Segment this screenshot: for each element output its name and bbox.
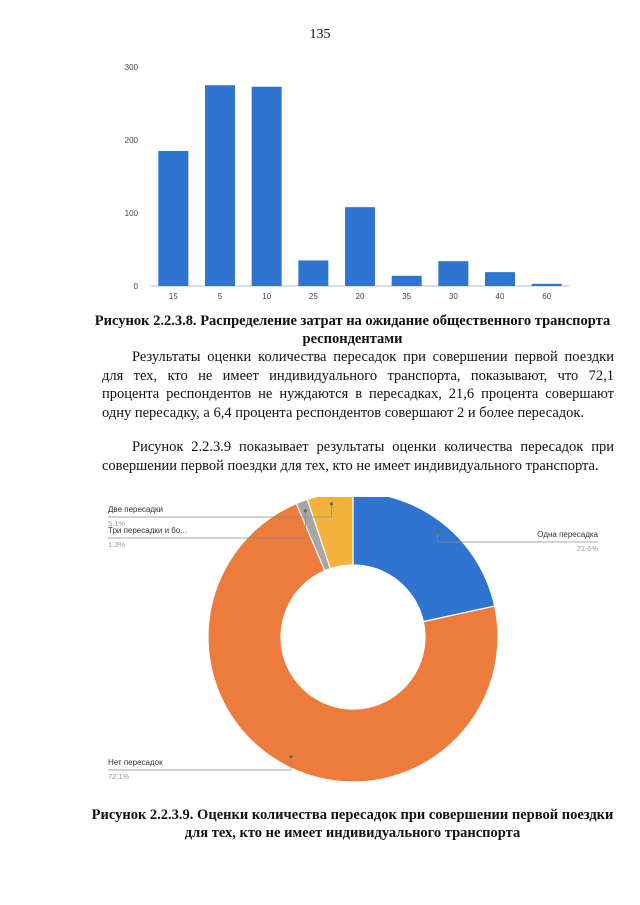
bar <box>438 261 468 286</box>
bar <box>298 260 328 286</box>
paragraph-text: Результаты оценки количества пересадок при совершении первой поездки для тех, кто не имеет индивидуального транспорта, показывают, что 72,1 процента респондентов не нуждаются в пересадках, 21,6 процента совершают одну пересадку, а 6,4 процента респондентов совершают 2 и более пересадок. <box>102 349 614 421</box>
paragraph-text: Рисунок 2.2.3.9 показывает результаты оценки количества пересадок при совершении первой поездки для тех, кто не имеет индивидуального транспорта. <box>102 439 614 474</box>
y-tick-label: 200 <box>124 136 138 145</box>
x-tick-label: 20 <box>355 292 365 301</box>
x-tick-label: 15 <box>168 292 178 301</box>
y-tick-label: 300 <box>124 63 138 72</box>
bar <box>485 272 515 286</box>
body-paragraph-2 <box>102 438 614 475</box>
figure-caption-2-2-3-8: Рисунок 2.2.3.8. Распределение затрат на ожидание общественного транспорта респондентами <box>94 313 611 347</box>
x-tick-label: 40 <box>495 292 505 301</box>
bar <box>345 207 375 286</box>
bar <box>158 151 188 286</box>
page-number: 135 <box>309 27 331 42</box>
donut-slice <box>353 497 495 622</box>
y-tick-label: 100 <box>124 209 138 218</box>
x-tick-label: 10 <box>262 292 272 301</box>
bar <box>392 276 422 286</box>
leader-dot <box>330 502 333 505</box>
x-tick-label: 35 <box>402 292 412 301</box>
slice-label: Две пересадки <box>108 505 164 514</box>
x-tick-label: 25 <box>308 292 318 301</box>
x-tick-label: 5 <box>217 292 223 301</box>
slice-label: Нет пересадок <box>108 758 163 767</box>
donut-chart-transfers <box>100 497 620 787</box>
bar-chart-waiting-cost <box>110 50 580 305</box>
x-tick-label: 60 <box>542 292 552 301</box>
x-tick-label: 30 <box>448 292 458 301</box>
y-tick-label: 0 <box>133 282 138 291</box>
slice-label: Одна пересадка <box>537 530 598 539</box>
figure-caption-2-2-3-9: Рисунок 2.2.3.9. Оценки количества пересадок при совершении первой поездки для тех, кто не имеет индивидуального транспорта <box>91 807 614 841</box>
bar <box>532 284 562 286</box>
leader-dot <box>304 509 307 512</box>
bar <box>205 85 235 286</box>
slice-percent-label: 21.6% <box>576 544 598 553</box>
slice-percent-label: 72.1% <box>108 772 130 781</box>
bar <box>252 87 282 286</box>
slice-label: Три пересадки и бо... <box>108 526 187 535</box>
leader-dot <box>289 755 292 758</box>
slice-percent-label: 5.1% <box>108 519 126 528</box>
slice-percent-label: 1.3% <box>108 540 126 549</box>
body-paragraph-1 <box>102 348 614 422</box>
leader-dot <box>436 530 439 533</box>
